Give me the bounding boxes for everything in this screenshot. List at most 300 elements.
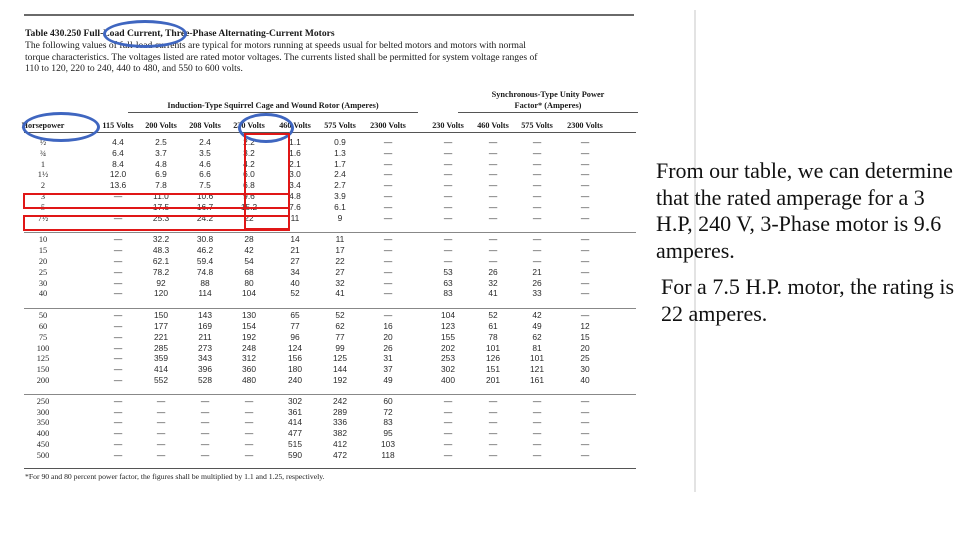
current-cell: 3.2 xyxy=(243,147,255,158)
current-cell: 382 xyxy=(333,428,347,439)
current-cell: 121 xyxy=(530,364,544,375)
current-cell: 515 xyxy=(288,439,302,449)
table-row xyxy=(18,268,638,278)
table-row xyxy=(18,289,638,299)
current-cell: 343 xyxy=(198,353,212,364)
current-cell: — xyxy=(244,439,254,449)
current-cell: — xyxy=(532,158,542,169)
nec-table-scan xyxy=(18,10,696,492)
current-cell: 30 xyxy=(580,364,590,375)
table-row xyxy=(18,311,638,321)
horsepower-cell: 1 xyxy=(40,159,46,169)
current-cell: — xyxy=(443,169,453,180)
table-row xyxy=(18,440,638,450)
current-cell: 201 xyxy=(486,375,500,385)
horsepower-cell: 125 xyxy=(36,354,50,364)
current-cell: — xyxy=(113,417,123,428)
current-cell: 48.3 xyxy=(152,245,170,256)
current-cell: — xyxy=(580,169,590,180)
current-cell: 14 xyxy=(290,234,300,245)
current-cell: 3.7 xyxy=(155,147,167,158)
current-cell: — xyxy=(532,439,542,449)
current-cell: — xyxy=(443,406,453,417)
current-cell: — xyxy=(443,147,453,158)
current-cell: — xyxy=(580,234,590,245)
current-cell: 32 xyxy=(335,277,345,288)
group-rule-2 xyxy=(24,308,636,309)
current-cell: — xyxy=(532,428,542,439)
explanation-paragraph-1: From our table, we can determine that the rated amperage for a 3 H.P, 240 V, 3-Phase motor is 9.6 amperes. xyxy=(656,158,953,263)
current-cell: 78.2 xyxy=(152,266,170,277)
current-cell: — xyxy=(443,256,453,266)
current-cell: 3.0 xyxy=(289,169,301,180)
current-cell: — xyxy=(156,395,166,406)
current-cell: 126 xyxy=(486,353,500,364)
table-row xyxy=(18,257,638,267)
current-cell: 192 xyxy=(333,375,347,385)
current-cell: 472 xyxy=(333,449,347,460)
current-cell: 12.0 xyxy=(109,169,127,180)
horsepower-cell: 250 xyxy=(36,396,50,406)
current-cell: — xyxy=(532,201,542,212)
current-cell: — xyxy=(532,234,542,245)
current-cell: 480 xyxy=(242,375,256,385)
highlight-oval-horsepower xyxy=(22,112,100,142)
group-rule-1 xyxy=(24,232,636,233)
current-cell: 1.6 xyxy=(289,147,301,158)
current-cell: 3.4 xyxy=(289,180,301,191)
table-row xyxy=(18,149,638,159)
current-cell: 2.2 xyxy=(243,137,255,147)
current-cell: 49 xyxy=(383,375,393,385)
column-header: 575 Volts xyxy=(521,121,553,130)
current-cell: 221 xyxy=(154,331,168,342)
table-row xyxy=(18,451,638,461)
current-cell: — xyxy=(532,137,542,147)
current-cell: 88 xyxy=(200,277,210,288)
current-cell: 6.0 xyxy=(243,169,255,180)
horsepower-cell: 3 xyxy=(40,192,46,201)
current-cell: 336 xyxy=(333,417,347,428)
current-cell: 590 xyxy=(288,449,302,460)
current-cell: — xyxy=(580,180,590,191)
current-cell: — xyxy=(156,428,166,439)
current-cell: 400 xyxy=(441,375,455,385)
current-cell: — xyxy=(488,180,498,191)
horsepower-cell: 7½ xyxy=(37,213,49,223)
current-cell: 30.8 xyxy=(196,234,214,245)
current-cell: 125 xyxy=(333,353,347,364)
current-cell: 3.9 xyxy=(334,191,346,201)
current-cell: — xyxy=(383,310,393,321)
current-cell: 4.4 xyxy=(112,137,124,147)
current-cell: — xyxy=(488,395,498,406)
current-cell: — xyxy=(580,406,590,417)
current-cell: — xyxy=(488,212,498,223)
current-cell: — xyxy=(443,158,453,169)
table-row xyxy=(18,418,638,428)
current-cell: — xyxy=(383,169,393,180)
current-cell: — xyxy=(156,439,166,449)
current-cell: 1.7 xyxy=(334,158,346,169)
horsepower-cell: 150 xyxy=(36,365,50,375)
current-cell: — xyxy=(383,147,393,158)
current-cell: 7.8 xyxy=(155,180,167,191)
current-cell: — xyxy=(580,310,590,321)
current-cell: — xyxy=(113,449,123,460)
current-cell: 77 xyxy=(335,331,345,342)
current-cell: — xyxy=(532,147,542,158)
horsepower-cell: 60 xyxy=(38,322,48,331)
current-cell: 78 xyxy=(488,331,498,342)
current-cell: 42 xyxy=(244,245,254,256)
current-cell: 2.4 xyxy=(334,169,346,180)
current-cell: 26 xyxy=(383,342,393,353)
current-cell: 60 xyxy=(383,395,393,406)
current-cell: — xyxy=(200,439,210,449)
table-row xyxy=(18,246,638,256)
current-cell: 177 xyxy=(154,321,168,331)
current-cell: — xyxy=(383,266,393,277)
current-cell: 7.5 xyxy=(199,180,211,191)
current-cell: 289 xyxy=(333,406,347,417)
current-cell: 96 xyxy=(290,331,300,342)
current-cell: 24.2 xyxy=(196,212,214,223)
table-row xyxy=(18,181,638,191)
induction-group-header: Induction-Type Squirrel Cage and Wound Rotor (Amperes) xyxy=(167,101,379,110)
horsepower-cell: 400 xyxy=(36,429,50,439)
current-cell: — xyxy=(443,449,453,460)
current-cell: 53 xyxy=(443,266,453,277)
horsepower-cell: 15 xyxy=(38,246,48,256)
current-cell: — xyxy=(443,191,453,201)
current-cell: 359 xyxy=(154,353,168,364)
current-cell: 95 xyxy=(383,428,393,439)
current-cell: 273 xyxy=(198,342,212,353)
current-cell: — xyxy=(532,212,542,223)
current-cell: 25.3 xyxy=(152,212,170,223)
current-cell: — xyxy=(244,417,254,428)
current-cell: 52 xyxy=(335,310,345,321)
current-cell: 103 xyxy=(381,439,395,449)
current-cell: — xyxy=(200,417,210,428)
current-cell: 26 xyxy=(532,277,542,288)
current-cell: 4.6 xyxy=(199,158,211,169)
current-cell: — xyxy=(113,321,123,331)
current-cell: 12 xyxy=(580,321,590,331)
current-cell: — xyxy=(532,406,542,417)
current-cell: 83 xyxy=(383,417,393,428)
current-cell: — xyxy=(244,428,254,439)
current-cell: 68 xyxy=(244,266,254,277)
column-header: 115 Volts xyxy=(102,121,134,130)
current-cell: 72 xyxy=(383,406,393,417)
current-cell: 37 xyxy=(383,364,393,375)
current-cell: — xyxy=(532,256,542,266)
current-cell: 9.6 xyxy=(243,191,255,201)
current-cell: 104 xyxy=(441,310,455,321)
current-cell: — xyxy=(532,449,542,460)
current-cell: — xyxy=(200,406,210,417)
current-cell: — xyxy=(580,417,590,428)
current-cell: — xyxy=(113,439,123,449)
current-cell: — xyxy=(383,288,393,299)
table-row xyxy=(18,408,638,418)
current-cell: — xyxy=(532,180,542,191)
sync-group-rule xyxy=(458,112,638,113)
current-cell: 17 xyxy=(335,245,345,256)
current-cell: — xyxy=(488,169,498,180)
current-cell: 62 xyxy=(335,321,345,331)
group-rule-3 xyxy=(24,394,636,395)
current-cell: 155 xyxy=(441,331,455,342)
current-cell: 10.6 xyxy=(196,191,214,201)
horsepower-cell: 100 xyxy=(36,343,50,353)
current-cell: — xyxy=(488,201,498,212)
current-cell: — xyxy=(383,212,393,223)
current-cell: 396 xyxy=(198,364,212,375)
current-cell: — xyxy=(580,266,590,277)
current-cell: 80 xyxy=(244,277,254,288)
current-cell: 11.0 xyxy=(153,191,169,201)
current-cell: — xyxy=(580,137,590,147)
current-cell: 412 xyxy=(333,439,347,449)
current-cell: 101 xyxy=(530,353,544,364)
current-cell: — xyxy=(200,395,210,406)
current-cell: — xyxy=(443,212,453,223)
current-cell: 528 xyxy=(198,375,212,385)
horsepower-cell: 10 xyxy=(38,235,48,245)
current-cell: — xyxy=(443,417,453,428)
current-cell: — xyxy=(580,288,590,299)
current-cell: — xyxy=(488,234,498,245)
column-header: 200 Volts xyxy=(145,121,177,130)
intro-line-2: torque characteristics. The voltages listed are rated motor voltages. The currents listed shall be permitted for system voltage ranges of xyxy=(25,51,538,63)
current-cell: 6.1 xyxy=(334,201,346,212)
current-cell: — xyxy=(580,191,590,201)
table-row xyxy=(18,160,638,170)
current-cell: — xyxy=(383,180,393,191)
current-cell: 46.2 xyxy=(196,245,214,256)
current-cell: — xyxy=(113,395,123,406)
current-cell: 414 xyxy=(154,364,168,375)
current-cell: — xyxy=(488,417,498,428)
current-cell: — xyxy=(488,191,498,201)
current-cell: — xyxy=(443,180,453,191)
explanation-paragraph-2: For a 7.5 H.P. motor, the rating is 22 amperes. xyxy=(661,274,955,326)
current-cell: 99 xyxy=(335,342,345,353)
current-cell: — xyxy=(488,137,498,147)
current-cell: — xyxy=(532,191,542,201)
current-cell: — xyxy=(383,158,393,169)
current-cell: 7.6 xyxy=(289,201,301,212)
current-cell: — xyxy=(443,395,453,406)
table-row xyxy=(18,344,638,354)
horsepower-cell: 75 xyxy=(38,332,48,342)
current-cell: 285 xyxy=(154,342,168,353)
current-cell: — xyxy=(383,277,393,288)
current-cell: — xyxy=(113,406,123,417)
current-cell: — xyxy=(443,137,453,147)
current-cell: 22 xyxy=(335,256,345,266)
column-header: 460 Volts xyxy=(279,121,311,130)
current-cell: 114 xyxy=(198,288,212,299)
current-cell: 83 xyxy=(443,288,453,299)
current-cell: 20 xyxy=(580,342,590,353)
current-cell: — xyxy=(580,439,590,449)
current-cell: 63 xyxy=(443,277,453,288)
current-cell: — xyxy=(580,449,590,460)
current-cell: 477 xyxy=(288,428,302,439)
table-row xyxy=(18,138,638,148)
current-cell: 6.4 xyxy=(112,147,124,158)
current-cell: 15 xyxy=(580,331,590,342)
current-cell: 34 xyxy=(290,266,300,277)
current-cell: — xyxy=(488,256,498,266)
horsepower-cell: 25 xyxy=(38,267,48,277)
current-cell: 2.5 xyxy=(155,137,167,147)
current-cell: — xyxy=(156,406,166,417)
current-cell: 54 xyxy=(244,256,254,266)
current-cell: 27 xyxy=(290,256,300,266)
current-cell: — xyxy=(532,245,542,256)
current-cell: 118 xyxy=(381,449,395,460)
current-cell: — xyxy=(488,158,498,169)
current-cell: 4.8 xyxy=(155,158,167,169)
current-cell: — xyxy=(443,201,453,212)
horsepower-cell: 5 xyxy=(40,202,46,212)
current-cell: — xyxy=(580,201,590,212)
current-cell: 151 xyxy=(486,364,500,375)
current-cell: 81 xyxy=(532,342,542,353)
current-cell: 62 xyxy=(532,331,542,342)
header-rule xyxy=(24,132,636,133)
current-cell: 21 xyxy=(290,245,300,256)
current-cell: 20 xyxy=(383,331,393,342)
current-cell: 302 xyxy=(441,364,455,375)
current-cell: — xyxy=(383,137,393,147)
current-cell: 2.4 xyxy=(199,137,211,147)
current-cell: — xyxy=(113,428,123,439)
current-cell: — xyxy=(113,266,123,277)
current-cell: 6.9 xyxy=(155,169,167,180)
current-cell: 49 xyxy=(532,321,542,331)
current-cell: — xyxy=(580,428,590,439)
current-cell: — xyxy=(113,256,123,266)
current-cell: 6.8 xyxy=(243,180,255,191)
current-cell: — xyxy=(156,417,166,428)
intro-line-1: The following values of full-load currents are typical for motors running at speeds usual for belted motors and motors with normal xyxy=(25,39,526,51)
current-cell: 414 xyxy=(288,417,302,428)
current-cell: — xyxy=(443,234,453,245)
horsepower-cell: 2 xyxy=(40,181,46,191)
column-header: 2300 Volts xyxy=(370,121,406,130)
table-row xyxy=(18,397,638,407)
current-cell: — xyxy=(488,439,498,449)
current-cell: — xyxy=(580,277,590,288)
current-cell: 6.6 xyxy=(199,169,211,180)
current-cell: 360 xyxy=(242,364,256,375)
current-cell: — xyxy=(580,256,590,266)
current-cell: 552 xyxy=(154,375,168,385)
current-cell: 144 xyxy=(333,364,347,375)
column-header: 230 Volts xyxy=(233,121,265,130)
current-cell: — xyxy=(580,158,590,169)
current-cell: 27 xyxy=(335,266,345,277)
current-cell: — xyxy=(156,449,166,460)
table-row xyxy=(18,322,638,332)
current-cell: 33 xyxy=(532,288,542,299)
current-cell: — xyxy=(113,353,123,364)
horsepower-cell: ½ xyxy=(39,138,47,147)
table-top-rule xyxy=(24,14,634,16)
current-cell: 8.4 xyxy=(112,158,124,169)
current-cell: 74.8 xyxy=(196,266,214,277)
current-cell: 59.4 xyxy=(196,256,214,266)
current-cell: — xyxy=(532,169,542,180)
current-cell: 41 xyxy=(488,288,498,299)
current-cell: 192 xyxy=(242,331,256,342)
table-row xyxy=(18,333,638,343)
horsepower-cell: 20 xyxy=(38,257,48,266)
current-cell: 3.5 xyxy=(199,147,211,158)
current-cell: — xyxy=(488,449,498,460)
current-cell: 120 xyxy=(154,288,168,299)
current-cell: 150 xyxy=(154,310,168,321)
current-cell: 22 xyxy=(244,212,254,223)
current-cell: — xyxy=(113,212,123,223)
current-cell: 1.1 xyxy=(289,137,301,147)
current-cell: 32 xyxy=(488,277,498,288)
current-cell: 240 xyxy=(288,375,302,385)
current-cell: — xyxy=(383,256,393,266)
table-row xyxy=(18,170,638,180)
current-cell: — xyxy=(580,395,590,406)
horsepower-cell: 450 xyxy=(36,440,50,449)
highlight-box-3hp-row xyxy=(23,193,290,209)
current-cell: — xyxy=(113,364,123,375)
current-cell: 0.9 xyxy=(334,137,346,147)
current-cell: — xyxy=(488,245,498,256)
current-cell: 154 xyxy=(242,321,256,331)
table-row xyxy=(18,354,638,364)
current-cell: 124 xyxy=(288,342,302,353)
table-row xyxy=(18,429,638,439)
current-cell: — xyxy=(113,288,123,299)
current-cell: — xyxy=(113,331,123,342)
horsepower-cell: 40 xyxy=(38,289,48,299)
current-cell: — xyxy=(113,191,123,201)
current-cell: 253 xyxy=(441,353,455,364)
table-row xyxy=(18,279,638,289)
current-cell: 31 xyxy=(383,353,393,364)
current-cell: — xyxy=(443,428,453,439)
current-cell: — xyxy=(113,201,123,212)
current-cell: 11 xyxy=(335,234,345,245)
intro-line-3: 110 to 120, 220 to 240, 440 to 480, and 550 to 600 volts. xyxy=(25,63,243,75)
highlight-oval-full-load-current xyxy=(103,20,187,48)
current-cell: 77 xyxy=(290,321,300,331)
current-cell: 169 xyxy=(198,321,212,331)
current-cell: — xyxy=(532,417,542,428)
current-cell: — xyxy=(383,234,393,245)
current-cell: — xyxy=(244,449,254,460)
current-cell: 16.7 xyxy=(196,201,214,212)
table-row xyxy=(18,376,638,386)
current-cell: — xyxy=(443,439,453,449)
current-cell: 130 xyxy=(242,310,256,321)
current-cell: 202 xyxy=(441,342,455,353)
